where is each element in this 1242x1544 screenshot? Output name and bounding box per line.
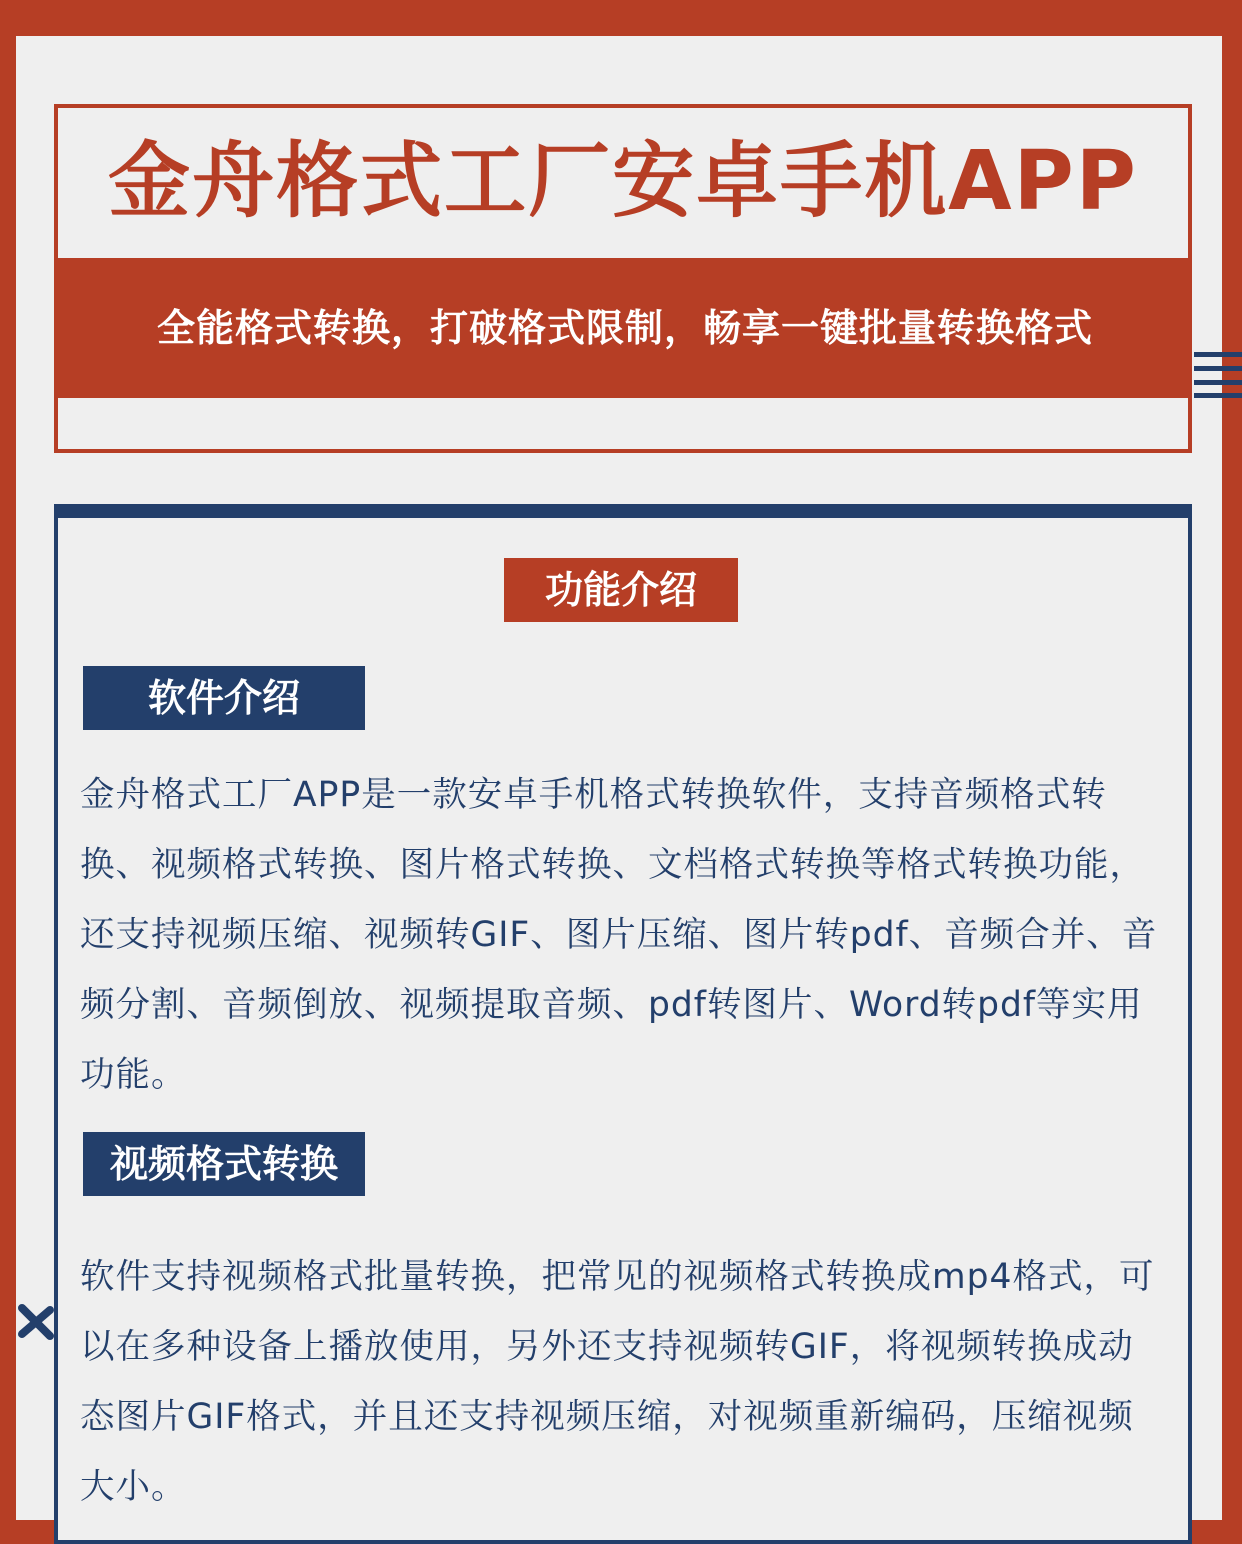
section-tag: 功能介绍 <box>504 558 738 622</box>
header-box <box>54 104 1192 453</box>
subtitle-banner: 全能格式转换，打破格式限制，畅享一键批量转换格式 <box>58 258 1192 398</box>
video-convert-text: 软件支持视频格式批量转换，把常见的视频格式转换成mp4格式，可以在多种设备上播放使用，另外还支持视频转GIF，将视频转换成动态图片GIF格式，并且还支持视频压缩，对视频重新编码，压缩视频大小。 <box>80 1257 1155 1507</box>
stripes-decoration-icon <box>1194 352 1242 398</box>
software-intro-heading: 软件介绍 <box>83 666 365 730</box>
video-convert-heading: 视频格式转换 <box>83 1132 365 1196</box>
cross-decoration-icon <box>16 1302 56 1342</box>
software-intro-text: 金舟格式工厂APP是一款安卓手机格式转换软件，支持音频格式转换、视频格式转换、图片格式转换、文档格式转换等格式转换功能，还支持视频压缩、视频转GIF、图片压缩、图片转pdf、音频合并、音频分割、音频倒放、视频提取音频、pdf转图片、Word转pdf等实用功能。 <box>80 775 1158 1095</box>
page-title: 金舟格式工厂安卓手机APP <box>108 134 1138 229</box>
